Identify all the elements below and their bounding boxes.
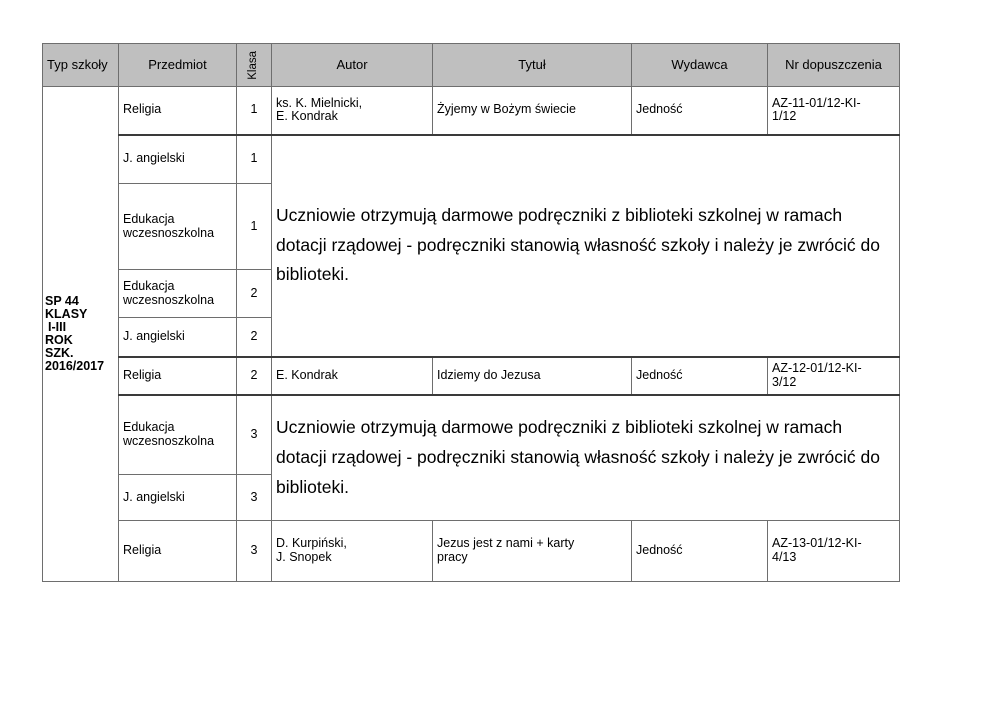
header-grade — [237, 44, 272, 87]
table-row — [43, 357, 900, 395]
school-name: SP 44 — [45, 293, 79, 308]
author-line: J. Snopek — [276, 550, 332, 564]
title-line: Jezus jest z nami + karty — [437, 536, 575, 551]
author-line: D. Kurpiński, — [276, 536, 347, 551]
subject-cell — [119, 184, 237, 270]
author-line: E. Kondrak — [276, 109, 338, 124]
table-row — [43, 135, 900, 184]
subject-cell: Religia — [119, 521, 237, 582]
approval-line: AZ-12-01/12-KI- — [772, 360, 862, 375]
approval-cell — [768, 521, 900, 582]
subject-line: Edukacja — [123, 278, 175, 293]
table-header-row — [43, 44, 900, 87]
approval-line: 1/12 — [772, 109, 797, 124]
grade-cell: 1 — [237, 135, 272, 184]
school-classes-label: KLASY — [45, 306, 88, 321]
school-year-abbrev: SZK. — [45, 346, 74, 361]
subject-line: Edukacja — [123, 211, 175, 226]
publisher-cell: Jedność — [632, 87, 768, 135]
subject-line: Edukacja — [123, 420, 175, 434]
school-year-label: ROK — [45, 333, 73, 347]
title-cell: Idziemy do Jezusa — [433, 357, 632, 395]
table-row — [43, 521, 900, 582]
table-row — [43, 395, 900, 475]
header-title: Tytuł — [433, 44, 632, 87]
subject-line: wczesnoszkolna — [123, 225, 215, 240]
subject-line: wczesnoszkolna — [123, 433, 215, 448]
approval-line: AZ-13-01/12-KI- — [772, 536, 862, 551]
publisher-cell: Jedność — [632, 521, 768, 582]
header-approval-number: Nr dopuszczenia — [768, 44, 900, 87]
grade-cell: 1 — [237, 87, 272, 135]
header-school-type: Typ szkoły — [43, 44, 119, 87]
subject-cell: Religia — [119, 87, 237, 135]
subject-line: wczesnoszkolna — [123, 292, 215, 307]
author-cell — [272, 87, 433, 135]
subject-cell — [119, 270, 237, 318]
free-textbooks-notice: Uczniowie otrzymują darmowe podręczniki z biblioteki szkolnej w ramach dotacji rządowej - podręczniki stanowią własność szkoły i należy je zwrócić do biblioteki. — [272, 395, 900, 521]
header-publisher: Wydawca — [632, 44, 768, 87]
grade-cell: 2 — [237, 318, 272, 357]
school-type-cell — [43, 87, 119, 582]
approval-line: AZ-11-01/12-KI- — [772, 95, 861, 110]
grade-cell: 3 — [237, 395, 272, 475]
free-textbooks-notice: Uczniowie otrzymują darmowe podręczniki z biblioteki szkolnej w ramach dotacji rządowej - podręczniki stanowią własność szkoły i należy je zwrócić do biblioteki. — [272, 135, 900, 357]
approval-cell — [768, 357, 900, 395]
grade-cell: 2 — [237, 357, 272, 395]
header-grade-label: Klasa — [247, 50, 260, 80]
grade-cell: 3 — [237, 475, 272, 521]
author-cell — [272, 521, 433, 582]
publisher-cell: Jedność — [632, 357, 768, 395]
grade-cell: 3 — [237, 521, 272, 582]
table-row — [43, 87, 900, 135]
grade-cell: 1 — [237, 184, 272, 270]
approval-cell — [768, 87, 900, 135]
textbook-table — [42, 43, 900, 582]
subject-cell: Religia — [119, 357, 237, 395]
subject-cell: J. angielski — [119, 475, 237, 521]
header-subject: Przedmiot — [119, 44, 237, 87]
approval-line: 3/12 — [772, 374, 797, 389]
header-author: Autor — [272, 44, 433, 87]
title-cell — [433, 521, 632, 582]
school-year: 2016/2017 — [45, 359, 105, 374]
subject-cell: J. angielski — [119, 318, 237, 357]
title-line: pracy — [437, 550, 468, 564]
school-classes-range: I-III — [48, 319, 67, 334]
approval-line: 4/13 — [772, 550, 797, 564]
grade-cell: 2 — [237, 270, 272, 318]
author-line: ks. K. Mielnicki, — [276, 95, 363, 110]
subject-cell: J. angielski — [119, 135, 237, 184]
title-cell: Żyjemy w Bożym świecie — [433, 87, 632, 135]
subject-cell — [119, 395, 237, 475]
author-cell: E. Kondrak — [272, 357, 433, 395]
